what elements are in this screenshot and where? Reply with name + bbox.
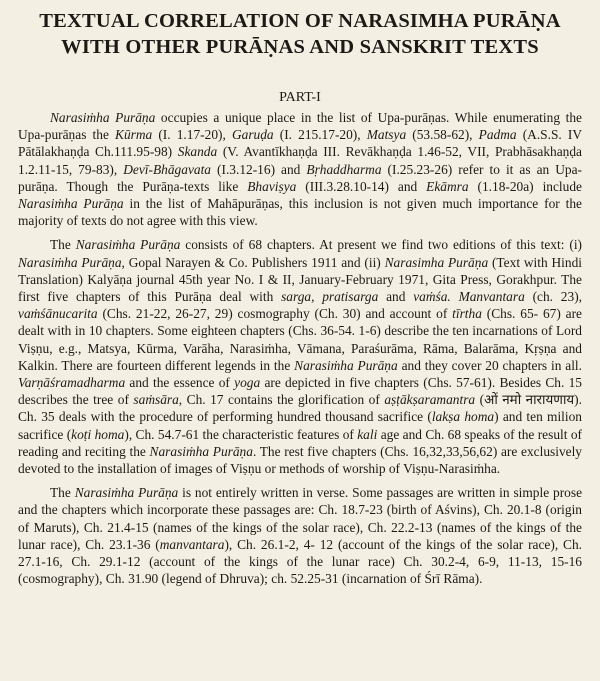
italic-term: Devī-Bhāgavata	[123, 161, 212, 177]
italic-term: Narasiṁha Purāṇa	[75, 237, 181, 253]
text-run: (I.25.23-26) refer to it as an Upa- purāṇa. Though the Purāṇa-texts like	[18, 161, 582, 194]
italic-term: lakṣa homa	[431, 409, 495, 425]
italic-term: manvantara	[159, 536, 225, 552]
italic-term: Narasiṁha Purāṇa	[18, 254, 122, 270]
text-run: , Gopal Narayen & Co. Publishers 1911 and (ii)	[121, 254, 385, 270]
italic-term: Garuḍa	[231, 127, 274, 143]
text-run: ) and ten milion sacrifice (	[18, 409, 582, 442]
text-run: , Ch. 17 contains the glorification of	[178, 392, 385, 408]
title-line-2: WITH OTHER PURĀṆAS AND SANSKRIT TEXTS	[61, 36, 539, 58]
italic-term: vaṁśānucarita	[18, 306, 98, 322]
title-line-1: TEXTUAL CORRELATION OF NARASIMHA PURĀṆA	[39, 10, 561, 32]
italic-term: Skanda	[177, 144, 218, 160]
italic-term: yoga	[234, 375, 261, 391]
italic-term: kali	[357, 426, 378, 442]
text-run: (ओं नमो नारायणाय). Ch. 35 deals with the procedure of performing hundred thousand sacrifice (	[18, 392, 582, 425]
italic-term: Narasimha Purāṇa	[384, 254, 489, 270]
italic-term: Narasiṁha Purāṇa	[18, 196, 124, 212]
italic-term: Narasiṁha Purāṇa	[149, 443, 253, 459]
italic-term: sarga, pratisarga	[281, 289, 379, 305]
italic-term: Narasiṁha Purāṇa	[50, 110, 156, 125]
document-title	[18, 8, 582, 60]
text-run: in the list of Mahāpurāṇas, this inclusion is not given much importance for the majority of texts do not agree with this view.	[18, 196, 583, 229]
italic-term: aṣṭākṣaramantra	[384, 392, 476, 408]
paragraph-2	[18, 236, 582, 477]
text-run: (ch. 23),	[524, 289, 582, 305]
italic-term: saṁsāra	[133, 392, 179, 408]
italic-term: Ekāmra	[426, 178, 469, 194]
text-run: occupies a unique place in the list of Upa-purāṇas. While enumerating the Upa-purāṇas the	[18, 110, 582, 143]
text-run: (53.58-62),	[406, 127, 479, 143]
text-run: (III.3.28.10-14) and	[296, 178, 427, 194]
text-run: (Chs. 21-22, 26-27, 29) cosmography (Ch. 30) and account of	[97, 306, 453, 322]
paragraph-1	[18, 109, 582, 229]
text-run: (Chs. 65- 67) are dealt with in 10 chapters. Some eighteen chapters (Chs. 36-54. 1-6) describe the ten incarnations of Lord Viṣṇu, e.g., Matsya, Kūrma, Varāha, Narasiṁha, Vāmana, Paraśurāma, Rāma, Balarāma, Kṛṣṇa and Kalkin. There are fourteen different legends in the	[18, 306, 582, 373]
italic-term: Padma	[478, 127, 517, 143]
italic-term: vaṁśa. Manvantara	[413, 289, 525, 305]
text-run: (I. 215.17-20),	[273, 127, 367, 143]
paragraph-3	[18, 484, 582, 587]
italic-term: Varṇāśramadharma	[18, 375, 126, 391]
text-run: and the essence of	[125, 375, 235, 391]
text-run: is not entirely written in verse. Some passages are written in simple prose and the chapters which incorporate these passages are: Ch. 18.7-23 (birth of Aśvins), Ch. 20.1-8 (origin of Maruts), Ch. 21.4-15 (names of the kings of the solar race), Ch. 22.2-13 (names of the kings of the lunar race), Ch. 23.1-36 (	[18, 485, 583, 552]
italic-term: Bṛhaddharma	[306, 161, 382, 177]
text-run: and they cover 20 chapters in all.	[397, 357, 582, 373]
text-run: are depicted in five chapters (Chs. 57-61). Besides Ch. 15 describes the tree of	[18, 375, 582, 408]
italic-term: Kūrma	[115, 127, 153, 143]
part-heading: PART-I	[279, 90, 321, 105]
italic-term: koṭi homa	[71, 426, 125, 442]
text-run: ), Ch. 54.7-61 the characteristic features of	[124, 426, 358, 442]
italic-term: tīrtha	[452, 306, 482, 322]
italic-term: Narasiṁha Purāṇa	[74, 485, 179, 501]
text-run: The	[50, 485, 75, 501]
text-run: (A.S.S. IV Pātālakhaṇḍa Ch.111.95-98)	[18, 127, 583, 160]
text-run: and	[378, 289, 414, 305]
text-run: (I. 1.17-20),	[152, 127, 232, 143]
text-run: ), Ch. 26.1-2, 4- 12 (account of the kings of the solar race), Ch. 27.1-16, Ch. 29.1-12 (account of the kings of the lunar race) Ch. 30.2-4, 6-9, 11-13, 15-16 (cosmography), Ch. 31.90 (legend of Dhruva); ch. 52.25-31 (incarnation of Śrī Rāma).	[18, 536, 582, 587]
text-run: (1.18-20a) include	[468, 178, 582, 194]
text-run: consists of 68 chapters. At present we find two editions of this text: (i)	[180, 237, 582, 253]
text-run: The	[50, 237, 76, 253]
italic-term: Matsya	[366, 127, 407, 143]
text-run: . The rest five chapters (Chs. 16,32,33,56,62) are exclusively devoted to the installation of images of Viṣṇu or methods of worship of Viṣṇu-Narasiṁha.	[18, 443, 583, 477]
text-run: (V. Avantīkhaṇḍa III. Revākhaṇḍa 1.46-52, VII, Prabhāsakhaṇḍa 1.2.11-15, 79-83),	[18, 144, 582, 177]
text-run: (I.3.12-16) and	[211, 161, 307, 177]
text-run: age and Ch. 68 speaks of the result of reading and reciting the	[18, 426, 582, 459]
text-run: (Text with Hindi Translation) Kalyāṇa journal 45th year No. I & II, January-February 1971, Gita Press, Gorakhpur. The first five chapters of this Purāṇa deal with	[18, 254, 583, 305]
italic-term: Narasiṁha Purāṇa	[294, 357, 398, 373]
italic-term: Bhaviṣya	[247, 178, 297, 194]
